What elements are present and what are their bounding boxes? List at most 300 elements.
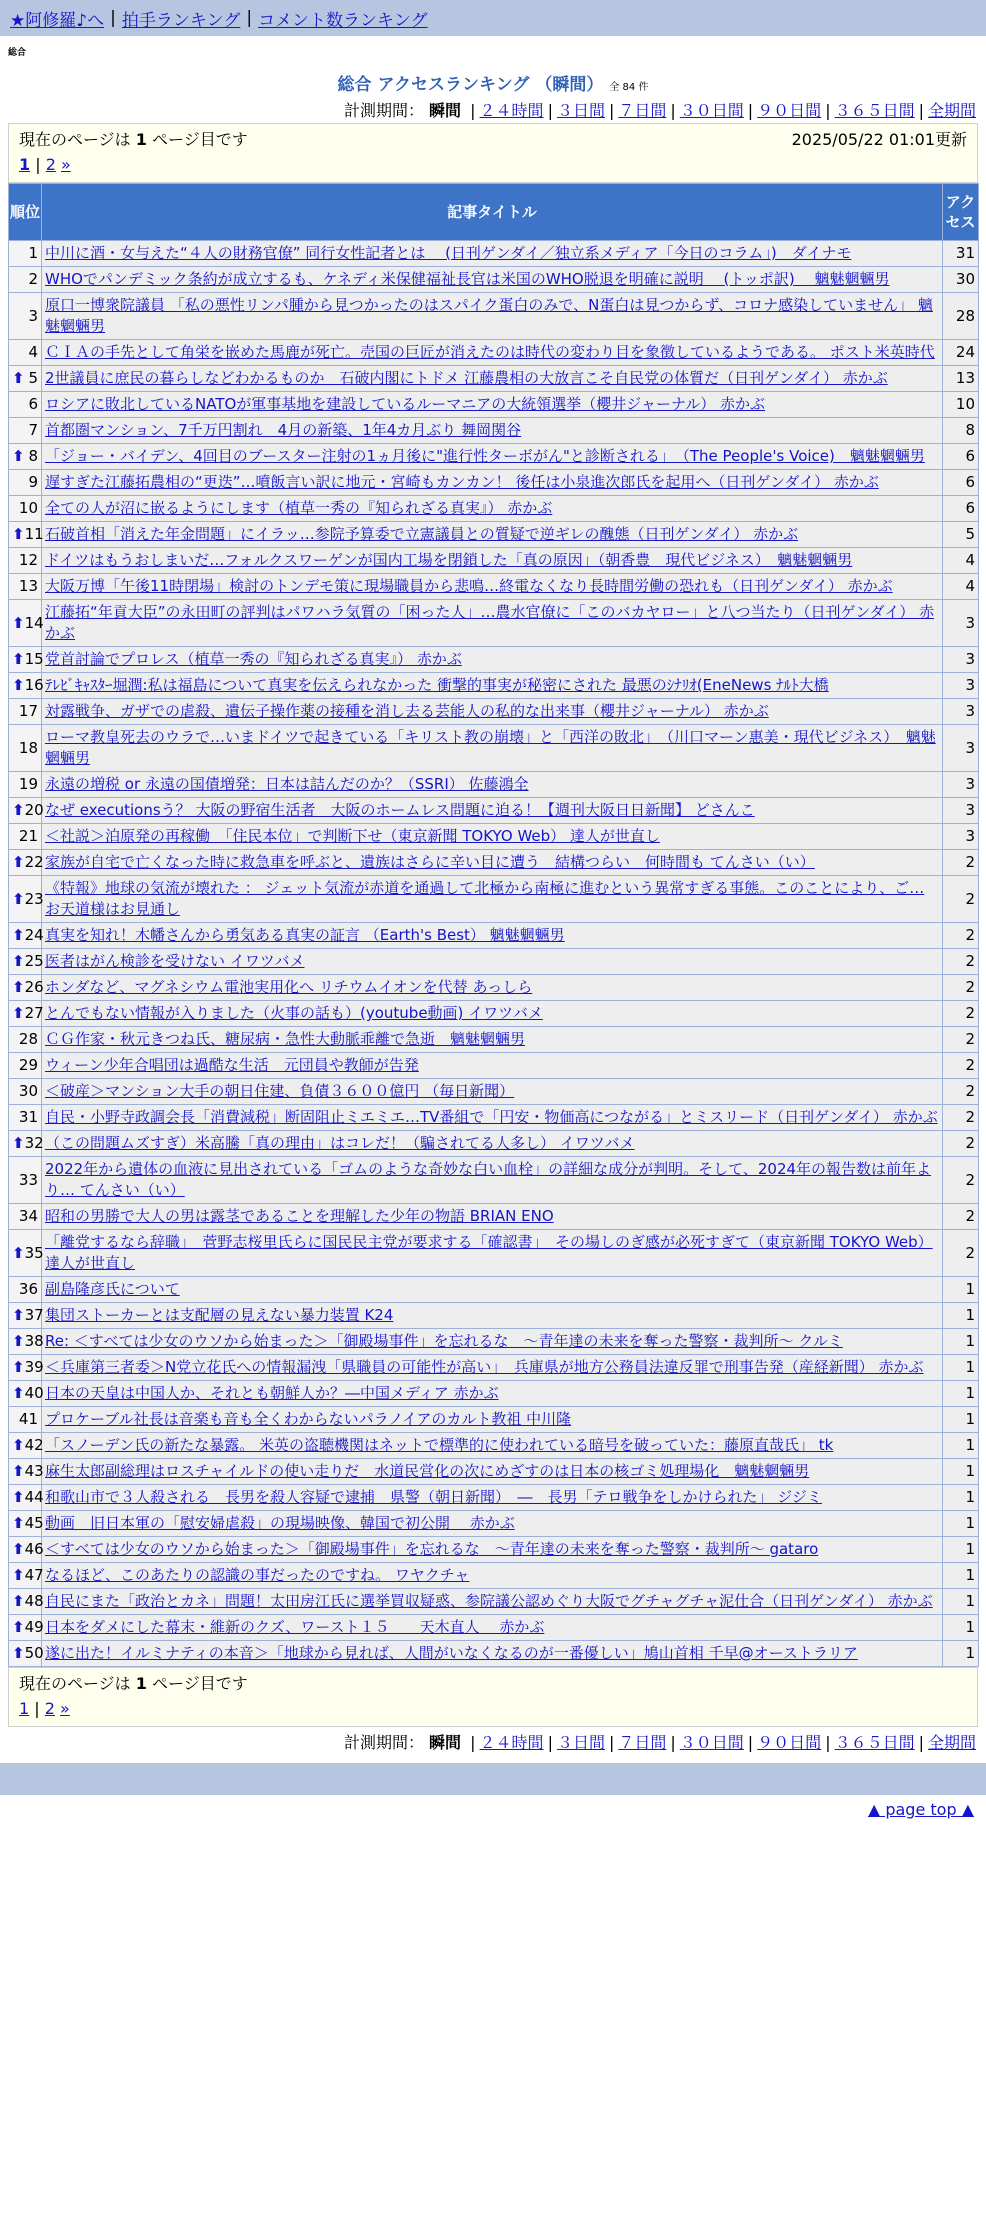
- period-link[interactable]: ３０日間: [679, 101, 744, 120]
- access-count: 3: [943, 600, 979, 647]
- title-cell: [42, 418, 943, 444]
- rank-cell: [9, 1433, 42, 1459]
- rank-cell: [9, 1407, 42, 1433]
- title-cell: [42, 1407, 943, 1433]
- rank-number: 21: [18, 827, 38, 845]
- access-count: 2: [943, 949, 979, 975]
- title-cell: [42, 876, 943, 923]
- title-cell: [42, 1131, 943, 1157]
- rank-number: 29: [18, 1056, 38, 1074]
- table-row: [9, 1329, 979, 1355]
- access-count: 2: [943, 975, 979, 1001]
- table-row: [9, 699, 979, 725]
- title-cell: [42, 1157, 943, 1204]
- access-count: 2: [943, 1027, 979, 1053]
- page-link-2[interactable]: 2: [44, 1699, 55, 1718]
- title-cell: [42, 574, 943, 600]
- article-link[interactable]: 日本の天皇は中国人か、それとも朝鮮人か？―中国メディア 赤かぶ: [45, 1384, 499, 1402]
- access-count: 1: [943, 1511, 979, 1537]
- table-row: [9, 1485, 979, 1511]
- rank-cell: [9, 975, 42, 1001]
- rank-cell: [9, 392, 42, 418]
- access-count: 1: [943, 1433, 979, 1459]
- article-link[interactable]: 江藤拓“年貢大臣”の永田町の評判はパワハラ気質の「困った人」…農水官僚に「このバカヤロー」と八つ当たり（日刊ゲンダイ） 赤かぶ: [45, 603, 935, 642]
- rank-cell: [9, 267, 42, 293]
- rank-cell: [9, 647, 42, 673]
- rank-up-arrow-icon: ⬆: [12, 926, 25, 944]
- access-count: 1: [943, 1563, 979, 1589]
- title-cell: [42, 548, 943, 574]
- access-count: 2: [943, 1230, 979, 1277]
- access-count: 3: [943, 699, 979, 725]
- rank-number: 15: [24, 650, 44, 668]
- table-row: [9, 470, 979, 496]
- table-row: [9, 1230, 979, 1277]
- rank-cell: [9, 444, 42, 470]
- table-row: [9, 1589, 979, 1615]
- rank-number: 30: [18, 1082, 38, 1100]
- table-row: [9, 418, 979, 444]
- article-link[interactable]: ウィーン少年合唱団は過酷な生活 元団員や教師が告発: [45, 1056, 419, 1074]
- rank-number: 4: [28, 343, 38, 361]
- rank-cell: [9, 725, 42, 772]
- rank-cell: [9, 798, 42, 824]
- article-link[interactable]: 遂に出た！イルミナティの本音＞「地球から見れば、人間がいなくなるのが一番優しい」鳩山首相 千早@オーストラリア: [45, 1644, 858, 1662]
- table-row: [9, 824, 979, 850]
- period-link[interactable]: ９０日間: [757, 1733, 822, 1752]
- link-asyura-home[interactable]: ★阿修羅♪へ: [10, 10, 105, 31]
- article-link[interactable]: WHOでパンデミック条約が成立するも、ケネディ米保健福祉長官は米国のWHO脱退を明確に説明 (トッポ訳) 魑魅魍魎男: [45, 270, 890, 288]
- rank-cell: [9, 1537, 42, 1563]
- separator: |: [918, 101, 924, 120]
- rank-number: 26: [24, 978, 44, 996]
- article-link[interactable]: 昭和の男勝で大人の男は露茎であることを理解した少年の物語 BRIAN ENO: [45, 1207, 554, 1225]
- separator: |: [670, 1733, 676, 1752]
- separator: |: [670, 101, 676, 120]
- table-row: [9, 1433, 979, 1459]
- header-title: 記事タイトル: [42, 184, 943, 241]
- rank-cell: [9, 699, 42, 725]
- period-link[interactable]: ７日間: [618, 101, 667, 120]
- separator: |: [547, 101, 553, 120]
- page-status-number: 1: [135, 1674, 147, 1693]
- rank-up-arrow-icon: ⬆: [12, 369, 25, 387]
- article-link[interactable]: 石破首相「消えた年金問題」にイラッ…参院予算委で立憲議員との質疑で逆ギレの醜態（日刊ゲンダイ） 赤かぶ: [45, 525, 799, 543]
- rank-cell: [9, 673, 42, 699]
- page-status-suffix: ページ目です: [152, 130, 248, 149]
- table-row: [9, 1105, 979, 1131]
- title-cell: [42, 1511, 943, 1537]
- rank-cell: [9, 1053, 42, 1079]
- title-cell: [42, 293, 943, 340]
- table-row: [9, 1053, 979, 1079]
- article-link[interactable]: とんでもない情報が入りました（火事の話も）(youtube動画) イワツバメ: [45, 1004, 543, 1022]
- article-link[interactable]: ローマ教皇死去のウラで…いまドイツで起きている「キリスト教の崩壊」と「西洋の敗北」 （川口マーン惠美・現代ビジネス） 魑魅魍魎男: [45, 728, 936, 767]
- rank-number: 8: [28, 447, 38, 465]
- rank-up-arrow-icon: ⬆: [12, 889, 25, 908]
- article-link[interactable]: ＜すべては少女のウソから始まった＞「御殿場事件」を忘れるな ～青年達の未来を奪った警察・裁判所～ gataro: [45, 1540, 819, 1558]
- title-cell: [42, 1485, 943, 1511]
- header-access: アクセス: [943, 184, 979, 241]
- rank-up-arrow-icon: ⬆: [12, 1644, 25, 1662]
- rank-number: 40: [24, 1384, 44, 1402]
- table-row: [9, 340, 979, 366]
- period-current: 瞬間: [429, 101, 462, 120]
- rank-number: 49: [24, 1618, 44, 1636]
- rank-number: 9: [28, 473, 38, 491]
- separator: |: [547, 1733, 553, 1752]
- article-link[interactable]: 《特報》地球の気流が壊れた ： ジェット気流が赤道を通過して北極から南極に進むという異常すぎる事態。このことにより、ご… お天道様はお見通し: [45, 879, 925, 918]
- rank-up-arrow-icon: ⬆: [12, 1514, 25, 1532]
- separator: |: [747, 1733, 754, 1752]
- access-count: 3: [943, 798, 979, 824]
- article-link[interactable]: 対露戦争、ガザでの虐殺、遺伝子操作薬の接種を消し去る芸能人の私的な出来事（櫻井ジャーナル） 赤かぶ: [45, 702, 769, 720]
- table-row: [9, 1537, 979, 1563]
- access-count: 1: [943, 1303, 979, 1329]
- table-row: [9, 574, 979, 600]
- rank-up-arrow-icon: ⬆: [12, 447, 25, 465]
- access-count: 3: [943, 824, 979, 850]
- rank-cell: [9, 470, 42, 496]
- page-status-prefix: 現在のページは: [19, 1674, 131, 1693]
- page-link-1[interactable]: 1: [19, 155, 31, 174]
- title-cell: [42, 1329, 943, 1355]
- article-link[interactable]: 「スノーデン氏の新たな暴露。 米英の盗聴機関はネットで標準的に使われている暗号を破っていた：藤原直哉氏」 tk: [45, 1436, 834, 1454]
- rank-number: 11: [24, 525, 44, 543]
- rank-up-arrow-icon: ⬆: [12, 613, 25, 632]
- page-top-link[interactable]: ▲ page top ▲: [867, 1800, 974, 1819]
- access-count: 1: [943, 1329, 979, 1355]
- table-row: [9, 600, 979, 647]
- rank-cell: [9, 1079, 42, 1105]
- rank-cell: [9, 1641, 42, 1667]
- article-link[interactable]: 遅すぎた江藤拓農相の“更迭”…噴飯言い訳に地元・宮崎もカンカン！ 後任は小泉進次郎氏を起用へ（日刊ゲンダイ） 赤かぶ: [45, 473, 879, 491]
- title-cell: [42, 1079, 943, 1105]
- article-link[interactable]: ドイツはもうおしまいだ…フォルクスワーゲンが国内工場を閉鎖した「真の原因」（朝香豊 現代ビジネス） 魑魅魍魎男: [45, 551, 853, 569]
- separator: |: [470, 101, 476, 120]
- article-link[interactable]: 原口一博衆院議員 「私の悪性リンパ腫から見つかったのはスパイク蛋白のみで、N蛋白は見つからず、コロナ感染していません」 魑魅魍魎男: [45, 296, 933, 335]
- access-count: 2: [943, 1053, 979, 1079]
- separator: |: [110, 8, 116, 28]
- article-link[interactable]: 医者はがん検診を受けない イワツバメ: [45, 952, 305, 970]
- separator: |: [608, 101, 615, 120]
- article-link[interactable]: なるほど、このあたりの認識の事だったのですね。 ワヤクチャ: [45, 1566, 470, 1584]
- rank-cell: [9, 548, 42, 574]
- rank-cell: [9, 1204, 42, 1230]
- rank-cell: [9, 850, 42, 876]
- title-cell: [42, 1641, 943, 1667]
- table-row: [9, 496, 979, 522]
- rank-cell: [9, 366, 42, 392]
- header-rank: 順位: [9, 184, 42, 241]
- article-link[interactable]: ＜社説＞泊原発の再稼働 「住民本位」で判断下せ（東京新聞 TOKYO Web） 達人が世直し: [45, 827, 660, 845]
- rank-number: 13: [18, 577, 38, 595]
- period-link[interactable]: ３日間: [556, 1733, 605, 1752]
- article-link[interactable]: ＣＧ作家・秋元きつね氏、糖尿病・急性大動脈乖離で急逝 魑魅魍魎男: [45, 1030, 526, 1048]
- rank-number: 14: [24, 613, 44, 632]
- rank-up-arrow-icon: ⬆: [12, 1332, 25, 1350]
- page-status-number: 1: [135, 130, 147, 149]
- access-count: 1: [943, 1355, 979, 1381]
- rank-cell: [9, 772, 42, 798]
- rank-cell: [9, 1131, 42, 1157]
- table-row: [9, 1001, 979, 1027]
- access-count: 6: [943, 470, 979, 496]
- rank-up-arrow-icon: ⬆: [12, 1306, 25, 1324]
- access-count: 1: [943, 1459, 979, 1485]
- footer-bar: [0, 1763, 986, 1795]
- table-row: [9, 673, 979, 699]
- title-cell: [42, 267, 943, 293]
- rank-number: 46: [24, 1540, 44, 1558]
- article-link[interactable]: なぜ executionsう？ 大阪の野宿生活者 大阪のホームレス問題に迫る！【週刊大阪日日新聞】 どさんこ: [45, 801, 755, 819]
- title-cell: [42, 1355, 943, 1381]
- separator: |: [246, 8, 253, 28]
- article-link[interactable]: ロシアに敗北しているNATOが軍事基地を建設しているルーマニアの大統領選挙（櫻井ジャーナル） 赤かぶ: [45, 395, 766, 413]
- article-link[interactable]: 2022年から遺体の血液に見出されている「ゴムのような奇妙な白い血栓」の詳細な成分が判明。そして、2024年の報告数は前年より… てんさい（い）: [45, 1160, 932, 1199]
- title-cell: [42, 1433, 943, 1459]
- article-link[interactable]: 家族が自宅で亡くなった時に救急車を呼ぶと、遺族はさらに辛い目に遭う 結構つらい 何時間も てんさい（い）: [45, 853, 815, 871]
- page-next-link[interactable]: »: [61, 155, 71, 174]
- table-row: [9, 444, 979, 470]
- period-label: 計測期間：: [343, 1733, 424, 1752]
- article-link[interactable]: 副島隆彦氏について: [45, 1280, 180, 1298]
- title-cell: [42, 725, 943, 772]
- article-link[interactable]: 自民にまた「政治とカネ」問題！太田房江氏に選挙買収疑惑、参院議公認めぐり大阪でグチャグチャ泥仕合（日刊ゲンダイ） 赤かぶ: [45, 1592, 933, 1610]
- table-row: [9, 725, 979, 772]
- table-row: [9, 923, 979, 949]
- rank-number: 31: [18, 1108, 38, 1126]
- title-cell: [42, 647, 943, 673]
- table-row: [9, 241, 979, 267]
- separator: |: [35, 155, 41, 174]
- table-row: [9, 1511, 979, 1537]
- article-link[interactable]: ＣＩＡの手先として角栄を嵌めた馬鹿が死亡。売国の巨匠が消えたのは時代の変わり目を象徴しているようである。 ポスト米英時代: [45, 343, 935, 361]
- rank-number: 38: [24, 1332, 44, 1350]
- access-count: 2: [943, 1157, 979, 1204]
- article-link[interactable]: 和歌山市で３人殺される 長男を殺人容疑で逮捕 県警（朝日新聞） ― 長男「テロ戦争をしかけられた」 ジジミ: [45, 1488, 822, 1506]
- table-row: [9, 293, 979, 340]
- title-cell: [42, 600, 943, 647]
- access-count: 2: [943, 850, 979, 876]
- rank-number: 16: [24, 676, 44, 694]
- rank-cell: [9, 496, 42, 522]
- rank-cell: [9, 1027, 42, 1053]
- access-count: 3: [943, 772, 979, 798]
- article-link[interactable]: ホンダなど、マグネシウム電池実用化へ リチウムイオンを代替 あっしら: [45, 978, 533, 996]
- rank-number: 20: [24, 801, 44, 819]
- rank-number: 33: [18, 1170, 38, 1189]
- title-cell: [42, 444, 943, 470]
- article-link[interactable]: 集団ストーカーとは支配層の見えない暴力装置 K24: [45, 1306, 394, 1324]
- rank-number: 37: [24, 1306, 44, 1324]
- rank-cell: [9, 824, 42, 850]
- rank-cell: [9, 1157, 42, 1204]
- table-row: [9, 1355, 979, 1381]
- rank-up-arrow-icon: ⬆: [12, 1462, 25, 1480]
- title-cell: [42, 1615, 943, 1641]
- table-row: [9, 975, 979, 1001]
- article-link[interactable]: ＜兵庫第三者委＞N党立花氏への情報漏洩「県職員の可能性が高い」 兵庫県が地方公務員法違反罪で刑事告発（産経新聞） 赤かぶ: [45, 1358, 924, 1376]
- rank-up-arrow-icon: ⬆: [12, 1243, 25, 1262]
- link-comment-ranking[interactable]: コメント数ランキング: [258, 10, 428, 31]
- table-row: [9, 1407, 979, 1433]
- rank-up-arrow-icon: ⬆: [12, 1618, 25, 1636]
- top-nav-bar: [0, 0, 986, 36]
- access-count: 2: [943, 1105, 979, 1131]
- article-link[interactable]: プロケーブル社長は音楽も音も全くわからないパラノイアのカルト教祖 中川隆: [45, 1410, 572, 1428]
- page-next-link[interactable]: »: [60, 1699, 70, 1718]
- rank-number: 41: [18, 1410, 38, 1428]
- title-cell: [42, 1589, 943, 1615]
- rank-number: 19: [18, 775, 38, 793]
- rank-cell: [9, 522, 42, 548]
- article-link[interactable]: 2世議員に庶民の暮らしなどわかるものか 石破内閣にトドメ 江藤農相の大放言こそ自民党の体質だ（日刊ゲンダイ） 赤かぶ: [45, 369, 888, 387]
- period-link[interactable]: ９０日間: [757, 101, 822, 120]
- rank-number: 39: [24, 1358, 44, 1376]
- title-cell: [42, 522, 943, 548]
- rank-up-arrow-icon: ⬆: [12, 1592, 25, 1610]
- access-count: 2: [943, 923, 979, 949]
- separator: |: [747, 101, 754, 120]
- article-link[interactable]: 麻生太郎副総理はロスチャイルドの使い走りだ 水道民営化の次にめざすのは日本の核ゴミ処理場化 魑魅魍魎男: [45, 1462, 810, 1480]
- access-count: 1: [943, 1381, 979, 1407]
- rank-number: 18: [18, 738, 38, 757]
- rank-up-arrow-icon: ⬆: [12, 853, 25, 871]
- article-link[interactable]: ＜破産＞マンション大手の朝日住建、負債３６００億円 （毎日新聞）: [45, 1082, 515, 1100]
- article-link[interactable]: 「ジョー・バイデン、4回目のブースター注射の1ヵ月後に"進行性ターボがん"と診断される」 （The People's Voice) 魑魅魍魎男: [45, 447, 925, 465]
- rank-number: 1: [28, 244, 38, 262]
- access-count: 1: [943, 1589, 979, 1615]
- title-cell: [42, 1001, 943, 1027]
- period-selector-bottom: [0, 1731, 986, 1755]
- title-cell: [42, 1204, 943, 1230]
- rank-cell: [9, 1485, 42, 1511]
- table-row: [9, 1459, 979, 1485]
- access-count: 1: [943, 1615, 979, 1641]
- article-link[interactable]: 永遠の増税 or 永遠の国債増発：日本は詰んだのか？（SSRI） 佐藤鴻全: [45, 775, 529, 793]
- link-applause-ranking[interactable]: 拍手ランキング: [121, 10, 241, 31]
- title-cell: [42, 1027, 943, 1053]
- article-link[interactable]: 自民・小野寺政調会長「消費減税」断固阻止ミエミエ…TV番組で「円安・物価高につながる」とミスリード（日刊ゲンダイ） 赤かぶ: [45, 1108, 938, 1126]
- period-link[interactable]: ３６５日間: [834, 1733, 915, 1752]
- rank-up-arrow-icon: ⬆: [12, 1384, 25, 1402]
- article-link[interactable]: Re: ＜すべては少女のウソから始まった＞「御殿場事件」を忘れるな ～青年達の未来を奪った警察・裁判所～ クルミ: [45, 1332, 843, 1350]
- article-link[interactable]: 日本をダメにした幕末・維新のクズ、ワースト１５ 天木直人 赤かぶ: [45, 1618, 545, 1636]
- period-link[interactable]: ７日間: [618, 1733, 667, 1752]
- period-link[interactable]: 全期間: [927, 101, 976, 120]
- table-row: [9, 1277, 979, 1303]
- rank-number: 35: [24, 1243, 44, 1262]
- table-row: [9, 1157, 979, 1204]
- rank-up-arrow-icon: ⬆: [12, 1436, 25, 1454]
- article-link[interactable]: 全ての人が沼に嵌るようにします（植草一秀の『知られざる真実』） 赤かぶ: [45, 499, 553, 517]
- period-link[interactable]: ３６５日間: [834, 101, 915, 120]
- access-count: 3: [943, 725, 979, 772]
- title-cell: [42, 241, 943, 267]
- table-row: [9, 1303, 979, 1329]
- ranking-table: [8, 183, 979, 1667]
- access-count: 2: [943, 1079, 979, 1105]
- access-count: 28: [943, 293, 979, 340]
- access-count: 13: [943, 366, 979, 392]
- rank-number: 22: [24, 853, 44, 871]
- article-link[interactable]: 真実を知れ！木幡さんから勇気ある真実の証言 （Earth's Best） 魑魅魍魎男: [45, 926, 565, 944]
- table-row: [9, 850, 979, 876]
- table-row: [9, 647, 979, 673]
- period-link[interactable]: ２４時間: [479, 101, 544, 120]
- total-count: 全 84 件: [609, 82, 649, 93]
- access-count: 30: [943, 267, 979, 293]
- article-link[interactable]: 「離党するなら辞職」 菅野志桜里氏らに国民民主党が要求する「確認書」 その場しのぎ感が必死すぎて（東京新聞 TOKYO Web） 達人が世直し: [45, 1233, 933, 1272]
- rank-cell: [9, 1329, 42, 1355]
- period-label: 計測期間：: [343, 101, 424, 120]
- title-cell: [42, 1105, 943, 1131]
- rank-cell: [9, 1001, 42, 1027]
- rank-number: 3: [28, 306, 38, 325]
- separator: |: [825, 1733, 831, 1752]
- access-count: 2: [943, 1204, 979, 1230]
- separator: |: [825, 101, 831, 120]
- rank-cell: [9, 574, 42, 600]
- table-row: [9, 1381, 979, 1407]
- page-status-prefix: 現在のページは: [19, 130, 131, 149]
- period-selector: [0, 99, 986, 123]
- title-cell: [42, 798, 943, 824]
- page-link-2[interactable]: 2: [45, 155, 56, 174]
- article-link[interactable]: 党首討論でプロレス（植草一秀の『知られざる真実』） 赤かぶ: [45, 650, 462, 668]
- access-count: 8: [943, 418, 979, 444]
- article-link[interactable]: 首都圏マンション、7千万円割れ 4月の新築、1年4カ月ぶり 舞岡関谷: [45, 421, 522, 439]
- rank-number: 2: [28, 270, 38, 288]
- title-cell: [42, 340, 943, 366]
- period-link[interactable]: ３０日間: [679, 1733, 744, 1752]
- article-link[interactable]: ﾃﾚﾋﾞｷｬｽﾀｰ堀潤:私は福島について真実を伝えられなかった 衝撃的事実が秘密にされた 最悪のｼﾅﾘｵ(EneNews ﾅﾙﾄ大橋: [45, 676, 829, 694]
- separator: |: [470, 1733, 476, 1752]
- page-status: [19, 128, 248, 152]
- rank-number: 47: [24, 1566, 44, 1584]
- table-row: [9, 1204, 979, 1230]
- table-row: [9, 1079, 979, 1105]
- period-link[interactable]: ３日間: [556, 101, 605, 120]
- table-row: [9, 1615, 979, 1641]
- article-link[interactable]: 中川に酒・女与えた“４人の財務官僚” 同行女性記者とは (日刊ゲンダイ／独立系メディア「今日のコラム」) ダイナモ: [45, 244, 852, 262]
- rank-up-arrow-icon: ⬆: [12, 676, 25, 694]
- table-row: [9, 548, 979, 574]
- rank-up-arrow-icon: ⬆: [12, 1004, 25, 1022]
- rank-cell: [9, 1511, 42, 1537]
- article-link[interactable]: （この問題ムズすぎ）米高騰「真の理由」はコレだ！（騙されてる人多し） イワツバメ: [45, 1134, 635, 1152]
- rank-number: 25: [24, 952, 44, 970]
- page-link-1[interactable]: 1: [19, 1699, 30, 1718]
- rank-number: 12: [18, 551, 38, 569]
- rank-number: 42: [24, 1436, 44, 1454]
- rank-cell: [9, 600, 42, 647]
- period-link[interactable]: 全期間: [927, 1733, 976, 1752]
- table-row: [9, 772, 979, 798]
- title-cell: [42, 1459, 943, 1485]
- article-link[interactable]: 動画 旧日本軍の「慰安婦虐殺」の現場映像、韓国で初公開 赤かぶ: [45, 1514, 515, 1532]
- period-link[interactable]: ２４時間: [479, 1733, 544, 1752]
- access-count: 2: [943, 1001, 979, 1027]
- title-cell: [42, 496, 943, 522]
- title-cell: [42, 850, 943, 876]
- ranking-title: 総合 アクセスランキング （瞬間）: [337, 75, 604, 95]
- article-link[interactable]: 大阪万博「午後11時閉場」検討のトンデモ策に現場職員から悲鳴…終電なくなり長時間労働の恐れも（日刊ゲンダイ） 赤かぶ: [45, 577, 893, 595]
- title-cell: [42, 772, 943, 798]
- title-cell: [42, 366, 943, 392]
- rank-cell: [9, 1381, 42, 1407]
